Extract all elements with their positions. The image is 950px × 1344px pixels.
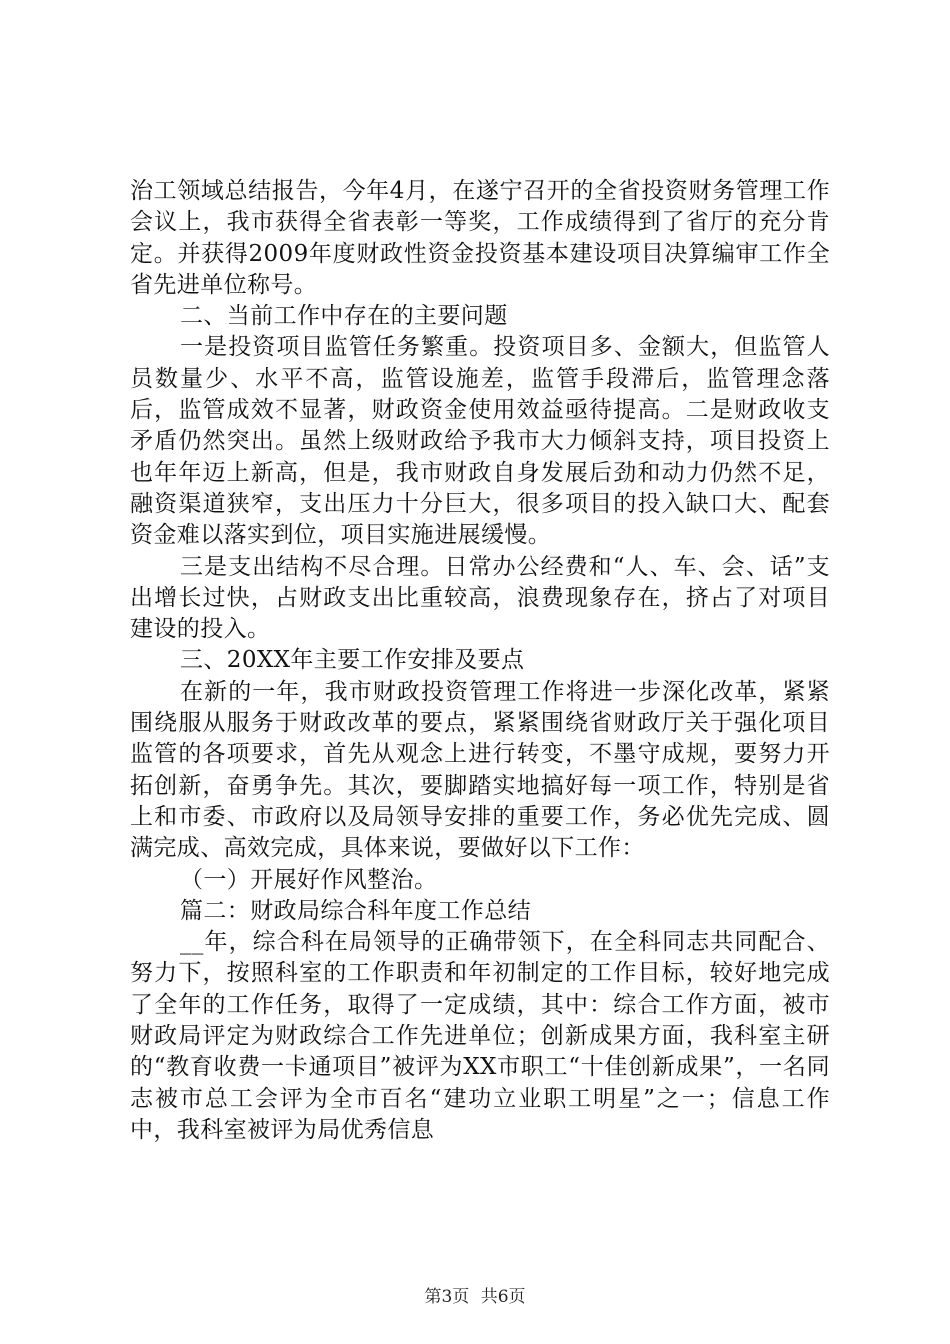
paragraph-continuation: 治工领域总结报告，今年4月，在遂宁召开的全省投资财务管理工作会议上，我市获得全省表彰一等奖，工作成绩得到了省厅的充分肯定。并获得2009年度财政性资金投资基本建设项目决算编审工作全省先进单位称号。 — [130, 178, 830, 298]
page-footer — [0, 1282, 950, 1307]
page-number: 第3页 — [424, 1287, 470, 1307]
paragraph-plans: 在新的一年，我市财政投资管理工作将进一步深化改革，紧紧围绕服从服务于财政改革的要点，紧紧围绕省财政厅关于强化项目监管的各项要求，首先从观念上进行转变，不墨守成规，要努力开拓创新，奋勇争先。其次，要脚踏实地搞好每一项工作，特别是省上和市委、市政府以及局领导安排的重要工作，务必优先完成、圆满完成、高效完成，具体来说，要做好以下工作： — [130, 678, 830, 862]
page-total: 共6页 — [480, 1287, 526, 1307]
section-heading-problems: 二、当前工作中存在的主要问题 — [180, 303, 508, 330]
subheading-style-rectification: （一）开展好作风整治。 — [180, 866, 438, 893]
section-heading-plans: 三、20XX年主要工作安排及要点 — [180, 647, 525, 674]
chapter-heading-part-two: 篇二：财政局综合科年度工作总结 — [180, 897, 531, 924]
paragraph-problem-3: 三是支出结构不尽合理。日常办公经费和“人、车、会、话”支出增长过快，占财政支出比重较高，浪费现象存在，挤占了对项目建设的投入。 — [130, 553, 830, 643]
document-body — [130, 176, 830, 1146]
paragraph-part-two-intro: __年，综合科在局领导的正确带领下，在全科同志共同配合、努力下，按照科室的工作职责和年初制定的工作目标，较好地完成了全年的工作任务，取得了一定成绩，其中：综合工作方面，被市财政局评定为财政综合工作先进单位；创新成果方面，我科室主研的“教育收费一卡通项目”被评为XX市职工“十佳创新成果”，一名同志被市总工会评为全市百名“建功立业职工明星”之一；信息工作中，我科室被评为局优秀信息 — [130, 929, 830, 1143]
paragraph-problems-1-2: 一是投资项目监管任务繁重。投资项目多、金额大，但监管人员数量少、水平不高，监管设施差，监管手段滞后，监管理念落后，监管成效不显著，财政资金使用效益亟待提高。二是财政收支矛盾仍然突出。虽然上级财政给予我市大力倾斜支持，项目投资上也年年迈上新高，但是，我市财政自身发展后劲和动力仍然不足，融资渠道狭窄，支出压力十分巨大，很多项目的投入缺口大、配套资金难以落实到位，项目实施进展缓慢。 — [130, 334, 830, 549]
